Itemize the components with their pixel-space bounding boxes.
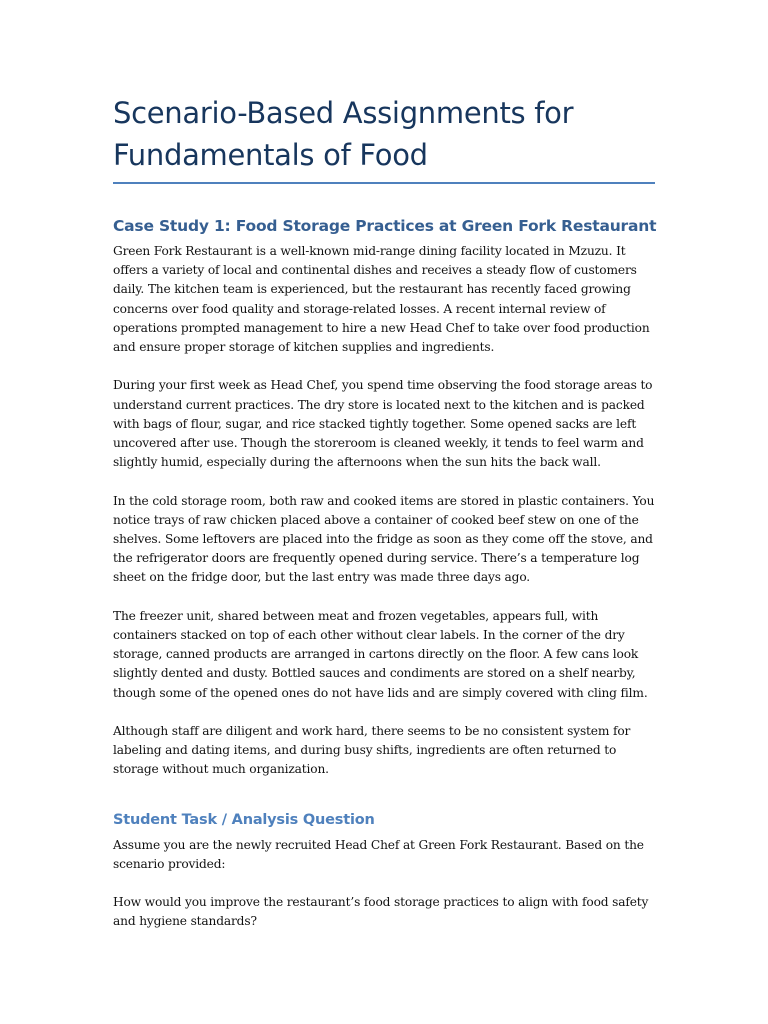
title-underline	[113, 182, 655, 184]
task-paragraph: Assume you are the newly recruited Head Chef at Green Fork Restaurant. Based on the scenario provided:	[113, 837, 644, 871]
task-question: How would you improve the restaurant’s food storage practices to align with food safety and hygiene standards?	[113, 895, 649, 929]
case-study-heading: Case Study 1: Food Storage Practices at Green Fork Restaurant	[113, 217, 657, 235]
task-heading: Student Task / Analysis Question	[113, 811, 375, 828]
case-study-paragraph: The freezer unit, shared between meat and frozen vegetables, appears full, with containers stacked on top of each other without clear labels. In the corner of the dry storage, canned products are arranged in cartons directly on the floor. A few cans look slightly dented and dusty. Bottled sauces and condiments are stored on a shelf nearby, though some of the opened ones do not have lids and are simply covered with cling film.	[113, 608, 648, 700]
case-study-paragraph: Green Fork Restaurant is a well-known mid-range dining facility located in Mzuzu. It offers a variety of local and continental dishes and receives a steady flow of customers daily. The kitchen team is experienced, but the restaurant has recently faced growing concerns over food quality and storage-related losses. A recent internal review of operations prompted management to hire a new Head Chef to take over food production and ensure proper storage of kitchen supplies and ingredients.	[113, 244, 650, 355]
case-study-paragraph: Although staff are diligent and work hard, there seems to be no consistent system for labeling and dating items, and during busy shifts, ingredients are often returned to storage without much organization.	[113, 724, 631, 777]
document-title: Scenario-Based Assignments for Fundamentals of Food	[113, 96, 574, 172]
case-study-paragraph: In the cold storage room, both raw and cooked items are stored in plastic containers. You notice trays of raw chicken placed above a container of cooked beef stew on one of the shelves. Some leftovers are placed into the fridge as soon as they come off the stove, and the refrigerator doors are frequently opened during service. There’s a temperature log sheet on the fridge door, but the last entry was made three days ago.	[113, 493, 655, 585]
case-study-paragraph: During your first week as Head Chef, you spend time observing the food storage areas to understand current practices. The dry store is located next to the kitchen and is packed with bags of flour, sugar, and rice stacked tightly together. Some opened sacks are left uncovered after use. Though the storeroom is cleaned weekly, it tends to feel warm and slightly humid, especially during the afternoons when the sun hits the back wall.	[113, 378, 653, 470]
document-page	[113, 92, 658, 932]
